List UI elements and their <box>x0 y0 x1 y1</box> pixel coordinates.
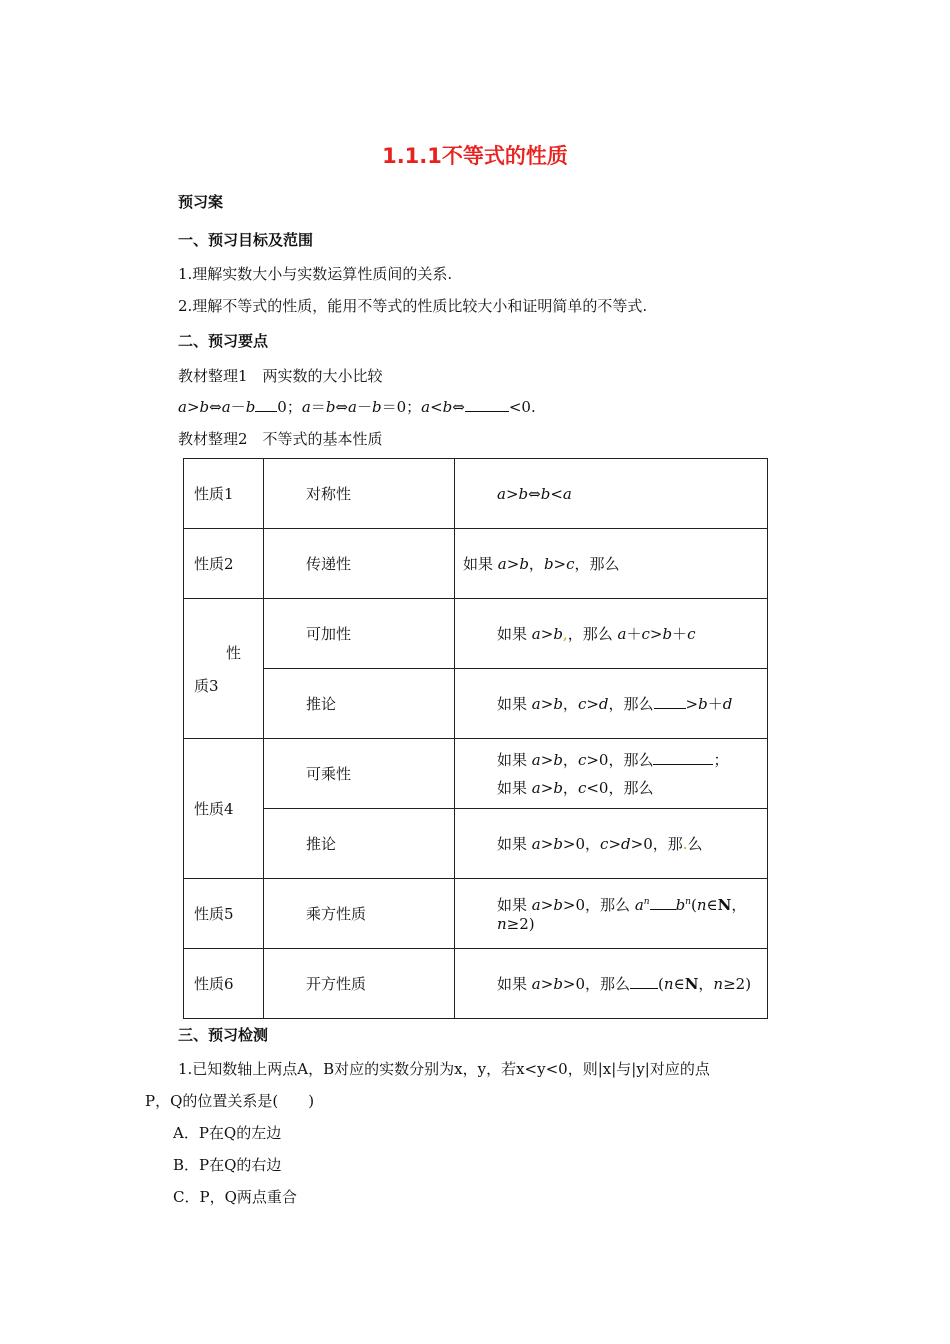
property-type: 传递性 <box>264 529 455 599</box>
comparison-line: a>b⇔a－b 0；a＝b⇔a－b＝0；a<b⇔ <0. <box>178 398 536 416</box>
section-heading-3: 三、预习检测 <box>178 1026 269 1044</box>
table-row <box>184 459 768 529</box>
property-content: 如果 a>b>0，那么 $a^n$ $b^n(n\in N$，n≥2) <box>455 879 768 949</box>
material-2-title: 教材整理2 不等式的基本性质 <box>178 430 383 448</box>
property-type: 推论 <box>264 669 455 739</box>
property-type: 可加性 <box>264 599 455 669</box>
option-b: B．P在Q的右边 <box>173 1156 282 1174</box>
question-1-line-2: P，Q的位置关系是( ) <box>145 1092 315 1110</box>
table-row <box>184 739 768 809</box>
section-heading-2: 二、预习要点 <box>178 332 269 350</box>
property-name: 性质4 <box>184 739 264 879</box>
property-name: 性质6 <box>184 949 264 1019</box>
table-row <box>184 669 768 739</box>
property-content: 如果 a>b>0，c>d>0，那.么 <box>455 809 768 879</box>
option-c: C．P，Q两点重合 <box>173 1188 297 1206</box>
material-1-title: 教材整理1 两实数的大小比较 <box>178 367 383 385</box>
property-type: 乘方性质 <box>264 879 455 949</box>
property-name: 性质5 <box>184 879 264 949</box>
objective-1: 1.理解实数大小与实数运算性质间的关系. <box>178 265 453 283</box>
property-name: 性 质3 <box>184 599 264 739</box>
page-title: 1.1.1不等式的性质 <box>382 144 568 168</box>
table-row <box>184 599 768 669</box>
property-content: a>b⇔b<a <box>455 459 768 529</box>
property-type: 开方性质 <box>264 949 455 1019</box>
section-heading-1: 一、预习目标及范围 <box>178 231 314 249</box>
property-name: 性质2 <box>184 529 264 599</box>
property-content: 如果 a>b，c>0，那么 ； 如果 a>b，c<0，那么 <box>455 739 768 809</box>
table-row <box>184 809 768 879</box>
table-row <box>184 949 768 1019</box>
property-content: 如果 a>b,，那么 a＋c>b＋c <box>455 599 768 669</box>
property-type: 推论 <box>264 809 455 879</box>
table-row <box>184 529 768 599</box>
objective-2: 2.理解不等式的性质，能用不等式的性质比较大小和证明简单的不等式. <box>178 297 648 315</box>
property-content: 如果 a>b，b>c，那么 <box>455 529 768 599</box>
option-a: A．P在Q的左边 <box>173 1124 282 1142</box>
properties-table <box>183 458 768 1019</box>
property-content: 如果 a>b，c>d，那么 >b＋d <box>455 669 768 739</box>
property-content: 如果 a>b>0，那么 (n∈N，n≥2) <box>455 949 768 1019</box>
property-type: 对称性 <box>264 459 455 529</box>
question-1-line-1: 1.已知数轴上两点A，B对应的实数分别为x，y，若x<y<0，则|x|与|y|对应的点 <box>178 1060 710 1078</box>
property-type: 可乘性 <box>264 739 455 809</box>
table-row <box>184 879 768 949</box>
property-name: 性质1 <box>184 459 264 529</box>
section-label: 预习案 <box>178 193 224 211</box>
